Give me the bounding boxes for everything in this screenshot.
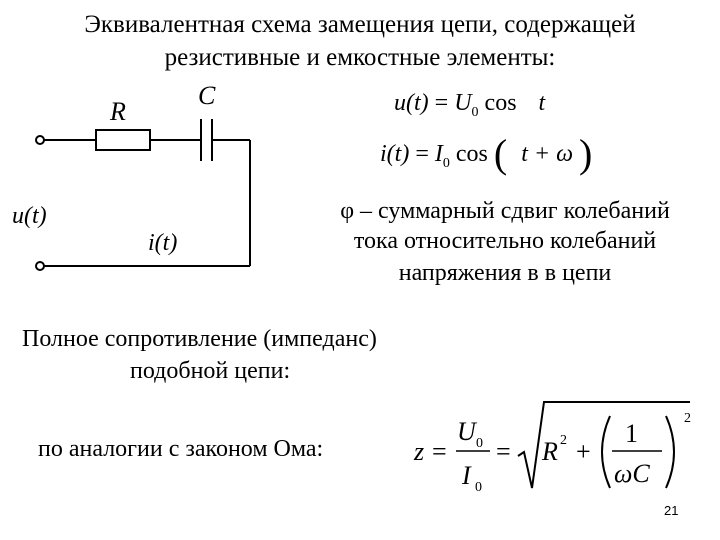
- impedance-heading-line-1: Полное сопротивление (импеданс): [22, 326, 377, 352]
- impedance-formula-eq-2: =: [496, 437, 511, 466]
- voltage-formula-func: cos: [484, 90, 517, 116]
- impedance-formula-denominator-sub: 0: [475, 480, 482, 495]
- voltage-formula: [394, 90, 545, 121]
- resistor-label: R: [110, 97, 126, 126]
- impedance-formula-eq-1: =: [432, 437, 447, 466]
- impedance-formula-right-paren: [666, 416, 674, 488]
- impedance-formula-fraction-numerator: 1: [625, 419, 638, 448]
- voltage-label: u(t): [12, 203, 47, 229]
- impedance-formula-fraction-denominator: ωC: [614, 459, 650, 488]
- slide-title-line-2: резистивные и емкостные элементы:: [164, 44, 556, 71]
- voltage-formula-amp: U: [454, 90, 472, 116]
- impedance-formula-numerator-sub: 0: [476, 436, 483, 451]
- voltage-formula-lhs: u(t): [394, 90, 429, 116]
- impedance-formula-plus: +: [576, 437, 591, 466]
- impedance-formula: [400, 396, 700, 496]
- impedance-formula-left-paren: [602, 416, 610, 488]
- current-formula-lhs: i(t): [380, 141, 410, 167]
- phase-description-line-2: тока относительно колебаний: [353, 228, 657, 254]
- voltage-formula-amp-sub: 0: [471, 104, 479, 120]
- current-label: i(t): [148, 230, 178, 256]
- terminal-bottom: [36, 262, 44, 270]
- impedance-formula-numerator: U: [457, 417, 476, 446]
- impedance-formula-outer-exponent: 2: [684, 411, 691, 426]
- voltage-formula-eq: =: [434, 90, 449, 116]
- current-formula-close-paren: ): [579, 131, 593, 176]
- impedance-formula-lhs: z: [414, 437, 425, 466]
- impedance-formula-r-term: R: [542, 437, 558, 466]
- current-formula-amp: I: [434, 141, 443, 167]
- current-formula-arg: t + ω: [521, 141, 574, 167]
- page-number: 21: [664, 503, 679, 518]
- capacitor-label: C: [198, 81, 216, 110]
- ohm-analogy-text: по аналогии с законом Ома:: [38, 436, 324, 462]
- terminal-top: [36, 136, 44, 144]
- impedance-formula-denominator: I: [462, 461, 471, 490]
- current-formula-eq: =: [415, 141, 429, 167]
- slide-title-line-1: Эквивалентная схема замещения цепи, содержащей: [84, 11, 636, 38]
- current-formula-func: cos: [455, 141, 488, 167]
- impedance-heading-line-2: подобной цепи:: [130, 358, 291, 384]
- impedance-formula-r-exponent: 2: [560, 433, 567, 448]
- voltage-formula-arg: t: [538, 90, 546, 116]
- phase-description-line-1: φ – суммарный сдвиг колебаний: [340, 198, 670, 224]
- current-formula: [380, 131, 593, 176]
- resistor: [96, 130, 150, 150]
- current-formula-open-paren: (: [493, 131, 508, 176]
- current-formula-amp-sub: 0: [442, 155, 450, 171]
- phase-description-line-3: напряжения в в цепи: [398, 260, 612, 286]
